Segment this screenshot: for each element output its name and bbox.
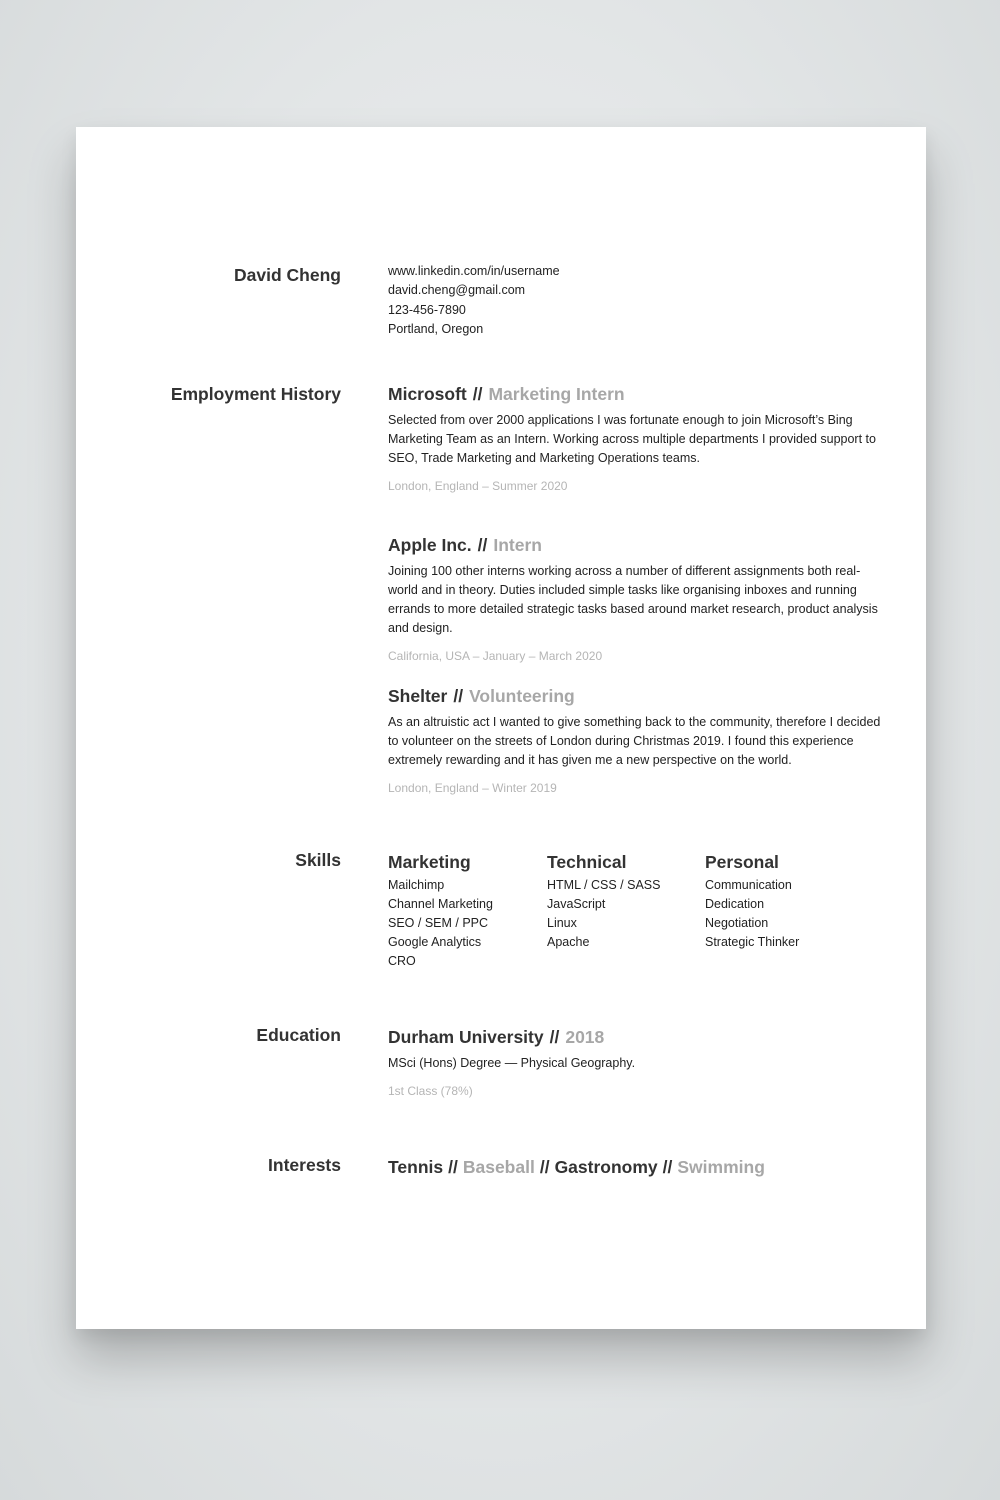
- job-title-line: [388, 685, 888, 707]
- job-title-line: [388, 383, 888, 405]
- skill-item: Linux: [547, 916, 577, 930]
- contact-linkedin: www.linkedin.com/in/username: [388, 264, 560, 278]
- job-entry: [388, 534, 888, 664]
- job-title-line: [388, 534, 888, 556]
- interest-item: Gastronomy: [554, 1157, 658, 1177]
- job-separator: //: [472, 384, 483, 404]
- job-role: Volunteering: [469, 686, 575, 706]
- interest-item: Tennis: [388, 1157, 444, 1177]
- contact-email: david.cheng@gmail.com: [388, 283, 526, 298]
- interest-separator: //: [662, 1157, 673, 1177]
- skill-item: SEO / SEM / PPC: [388, 916, 489, 930]
- contact-location: Portland, Oregon: [388, 321, 484, 336]
- skills-heading: Skills: [295, 850, 341, 870]
- interest-item: Swimming: [677, 1157, 765, 1177]
- skill-column-title: Marketing: [388, 852, 471, 872]
- skill-column-personal: [705, 851, 855, 952]
- skill-item: Mailchimp: [388, 878, 445, 892]
- job-entry: [388, 383, 888, 494]
- job-role: Marketing Intern: [488, 384, 625, 404]
- interest-item: Baseball: [462, 1157, 535, 1177]
- job-company: Apple Inc.: [388, 535, 472, 555]
- skill-item: Negotiation: [705, 916, 769, 930]
- job-description: As an altruistic act I wanted to give something back to the community, therefore I decided to volunteer on the streets of London during Christmas 2019. I found this experience extremely rewarding and it has given me a new perspective on the world.: [388, 715, 881, 767]
- skill-column-title: Personal: [705, 852, 779, 872]
- skills-grid: [388, 851, 888, 981]
- contact-block: [388, 262, 888, 339]
- job-company: Shelter: [388, 686, 448, 706]
- job-description: Selected from over 2000 applications I was fortunate enough to join Microsoft’s Bing Marketing Team as an Intern. Working across multiple departments I provided support to SEO, Trade Marketing and Marketing Operations teams.: [388, 413, 876, 465]
- education-entry: [388, 1026, 888, 1098]
- skill-item: Channel Marketing: [388, 897, 493, 911]
- employment-list: [388, 383, 888, 813]
- education-school: Durham University: [388, 1027, 544, 1047]
- skill-column-title: Technical: [547, 852, 627, 872]
- contact-phone: 123-456-7890: [388, 302, 466, 317]
- skill-item: CRO: [388, 954, 416, 968]
- employment-heading: Employment History: [170, 384, 341, 404]
- interests-line: [388, 1156, 888, 1178]
- education-year: 2018: [565, 1027, 605, 1047]
- job-separator: //: [477, 535, 488, 555]
- interests-list: [388, 1156, 888, 1178]
- skill-item: HTML / CSS / SASS: [547, 878, 661, 892]
- interest-separator: //: [448, 1157, 458, 1177]
- skill-item: Strategic Thinker: [705, 935, 800, 949]
- education-result: 1st Class (78%): [388, 1084, 473, 1098]
- skill-column-technical: [547, 851, 697, 952]
- education-degree: MSci (Hons) Degree — Physical Geography.: [388, 1056, 636, 1070]
- education-title-line: [388, 1026, 888, 1048]
- skill-column-marketing: [388, 851, 538, 971]
- skill-item: Communication: [705, 878, 792, 892]
- skill-item: JavaScript: [547, 897, 606, 911]
- job-location-date: California, USA – January – March 2020: [388, 649, 603, 663]
- skill-item: Google Analytics: [388, 935, 482, 949]
- skill-item: Apache: [547, 935, 590, 949]
- interests-heading: Interests: [268, 1155, 341, 1175]
- job-company: Microsoft: [388, 384, 467, 404]
- candidate-name: David Cheng: [234, 265, 341, 285]
- education-heading: Education: [256, 1025, 341, 1045]
- education-separator: //: [549, 1027, 560, 1047]
- job-separator: //: [453, 686, 464, 706]
- job-location-date: London, England – Winter 2019: [388, 781, 557, 795]
- job-description: Joining 100 other interns working across a number of different assignments both real-world and in theory. Duties included simple tasks like organising inboxes and running errands to more detailed strategic tasks based around market research, product analysis and design.: [388, 564, 878, 635]
- interest-separator: //: [539, 1157, 550, 1177]
- job-role: Intern: [493, 535, 542, 555]
- job-entry: [388, 685, 888, 796]
- job-location-date: London, England – Summer 2020: [388, 479, 568, 493]
- resume-page: [76, 127, 926, 1329]
- skill-item: Dedication: [705, 897, 765, 911]
